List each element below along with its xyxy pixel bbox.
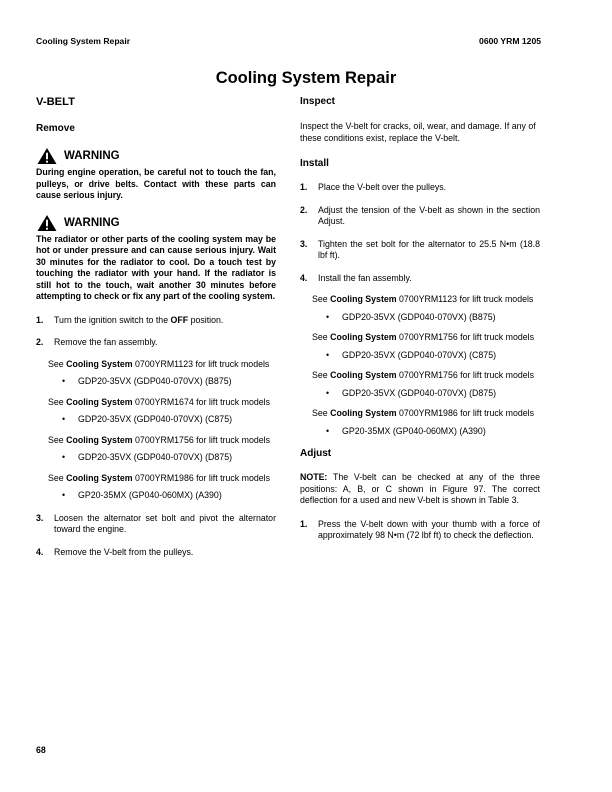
model-list-item: • GP20-35MX (GP040-060MX) (A390) — [312, 426, 540, 438]
cross-reference — [312, 370, 540, 382]
warning-heading-2 — [36, 214, 276, 232]
install-step-4 — [300, 273, 540, 438]
see-word: See — [312, 294, 328, 304]
step-text: Place the V-belt over the pulleys. — [318, 182, 447, 192]
reference-detail: 0700YRM1674 for lift truck models — [132, 396, 270, 407]
see-word: See — [48, 358, 64, 369]
reference-title: Cooling System — [330, 332, 397, 342]
cross-reference — [48, 435, 276, 447]
reference-detail: 0700YRM1123 for lift truck models — [132, 358, 270, 369]
note-label: NOTE: — [300, 472, 328, 482]
step-number: 1. — [300, 182, 308, 192]
model-list-item: • GDP20-35VX (GDP040-070VX) (C875) — [312, 350, 540, 362]
reference-title: Cooling System — [66, 358, 133, 369]
reference-detail: 0700YRM1986 for lift truck models — [132, 472, 270, 483]
step-text: Press the V-belt down with your thumb with a force of approximately 98 N•m (72 lbf ft) to check the deflection. — [318, 518, 540, 540]
subsection-heading-inspect: Inspect — [300, 96, 336, 107]
see-word: See — [48, 434, 64, 445]
model-list-item: • GDP20-35VX (GDP040-070VX) (B875) — [312, 312, 540, 324]
step-text: Remove the V-belt from the pulleys. — [54, 546, 194, 557]
page-number: 68 — [36, 745, 46, 755]
reference-title: Cooling System — [330, 294, 397, 304]
warning-triangle-icon — [36, 147, 58, 165]
install-step-1 — [300, 182, 540, 194]
cross-reference — [48, 397, 276, 409]
model-list-item: • GDP20-35VX (GDP040-070VX) (C875) — [48, 414, 276, 426]
cross-reference — [312, 332, 540, 344]
running-header-title: Cooling System Repair — [36, 36, 131, 46]
step-text: Turn the ignition switch to the — [54, 314, 171, 325]
warning-label: WARNING — [64, 150, 120, 162]
subsection-heading-install: Install — [300, 158, 329, 169]
note-text: The V-belt can be checked at any of the three positions: A, B, or C shown in Figure 97. The correct deflection for a used and new V-belt is shown in Table 3. — [300, 472, 540, 505]
see-word: See — [48, 396, 64, 407]
reference-title: Cooling System — [66, 396, 133, 407]
warning-label: WARNING — [64, 216, 120, 229]
left-column — [36, 96, 276, 569]
warning-triangle-icon — [36, 214, 58, 232]
install-step-2 — [300, 205, 540, 228]
adjust-steps — [300, 519, 540, 542]
step-text: Remove the fan assembly. — [54, 337, 158, 347]
reference-title: Cooling System — [66, 472, 133, 483]
model-list-item: • GP20-35MX (GP040-060MX) (A390) — [48, 490, 276, 502]
reference-detail: 0700YRM1756 for lift truck models — [396, 332, 534, 342]
step-number: 2. — [36, 337, 44, 347]
see-word: See — [312, 408, 328, 418]
step-emphasis: OFF — [170, 314, 189, 325]
model-list-item: • GDP20-35VX (GDP040-070VX) (D875) — [48, 452, 276, 464]
inspect-paragraph: Inspect the V-belt for cracks, oil, wear, and damage. If any of these conditions exist, replace the V-belt. — [300, 121, 536, 143]
reference-detail: 0700YRM1756 for lift truck models — [132, 434, 270, 445]
remove-step-2 — [36, 337, 276, 502]
model-list-item: • GDP20-35VX (GDP040-070VX) (B875) — [48, 376, 276, 388]
see-word: See — [48, 472, 64, 483]
install-step-3 — [300, 239, 540, 262]
section-heading-v-belt: V-BELT — [36, 96, 75, 108]
step-number: 3. — [300, 238, 308, 249]
step-number: 3. — [36, 512, 44, 523]
step-text: Tighten the set bolt for the alternator to 25.5 N•m (18.8 lbf ft). — [318, 238, 540, 260]
step-number: 1. — [300, 518, 308, 529]
right-column — [300, 96, 540, 553]
reference-title: Cooling System — [330, 370, 397, 380]
step-text: position. — [188, 314, 224, 325]
reference-detail: 0700YRM1123 for lift truck models — [396, 294, 534, 304]
running-header-doc-number: 0600 YRM 1205 — [479, 36, 541, 46]
see-word: See — [312, 332, 328, 342]
subsection-heading-adjust: Adjust — [300, 448, 332, 459]
note-paragraph — [300, 472, 540, 507]
reference-title: Cooling System — [66, 434, 133, 445]
cross-reference — [48, 359, 276, 371]
remove-step-4 — [36, 547, 276, 559]
step-text: Loosen the alternator set bolt and pivot the alternator toward the engine. — [54, 512, 276, 534]
adjust-step-1 — [300, 519, 540, 542]
subsection-heading-remove: Remove — [36, 123, 75, 134]
step-number: 2. — [300, 204, 308, 215]
model-list-item: • GDP20-35VX (GDP040-070VX) (D875) — [312, 388, 540, 400]
step-text: Install the fan assembly. — [318, 272, 412, 283]
cross-reference — [312, 408, 540, 420]
warning-text-1: During engine operation, be careful not to touch the fan, pulleys, or drive belts. Contact with these parts can cause serious injury. — [36, 167, 276, 200]
cross-reference — [312, 294, 540, 306]
warning-text-2: The radiator or other parts of the cooling system may be hot or under pressure and can cause serious injury. Wait 30 minutes for the radiator to cool. Do a touch test by touching the radiator with your hand. If the radiator is still hot to the touch, wait another 30 minutes before attempting to check or fix any part of the cooling system. — [36, 233, 276, 301]
page-title: Cooling System Repair — [215, 69, 397, 87]
reference-detail: 0700YRM1986 for lift truck models — [396, 408, 534, 418]
step-text: Adjust the tension of the V-belt as shown in the section Adjust. — [318, 204, 540, 226]
step-number: 1. — [36, 314, 44, 325]
remove-step-3 — [36, 513, 276, 536]
warning-heading-1 — [36, 147, 276, 165]
see-word: See — [312, 370, 328, 380]
remove-steps — [36, 315, 276, 559]
reference-detail: 0700YRM1756 for lift truck models — [396, 370, 534, 380]
step-number: 4. — [300, 272, 308, 283]
cross-reference — [48, 473, 276, 485]
step-number: 4. — [36, 546, 44, 557]
remove-step-1 — [36, 315, 276, 327]
install-steps — [300, 182, 540, 437]
reference-title: Cooling System — [330, 408, 397, 418]
